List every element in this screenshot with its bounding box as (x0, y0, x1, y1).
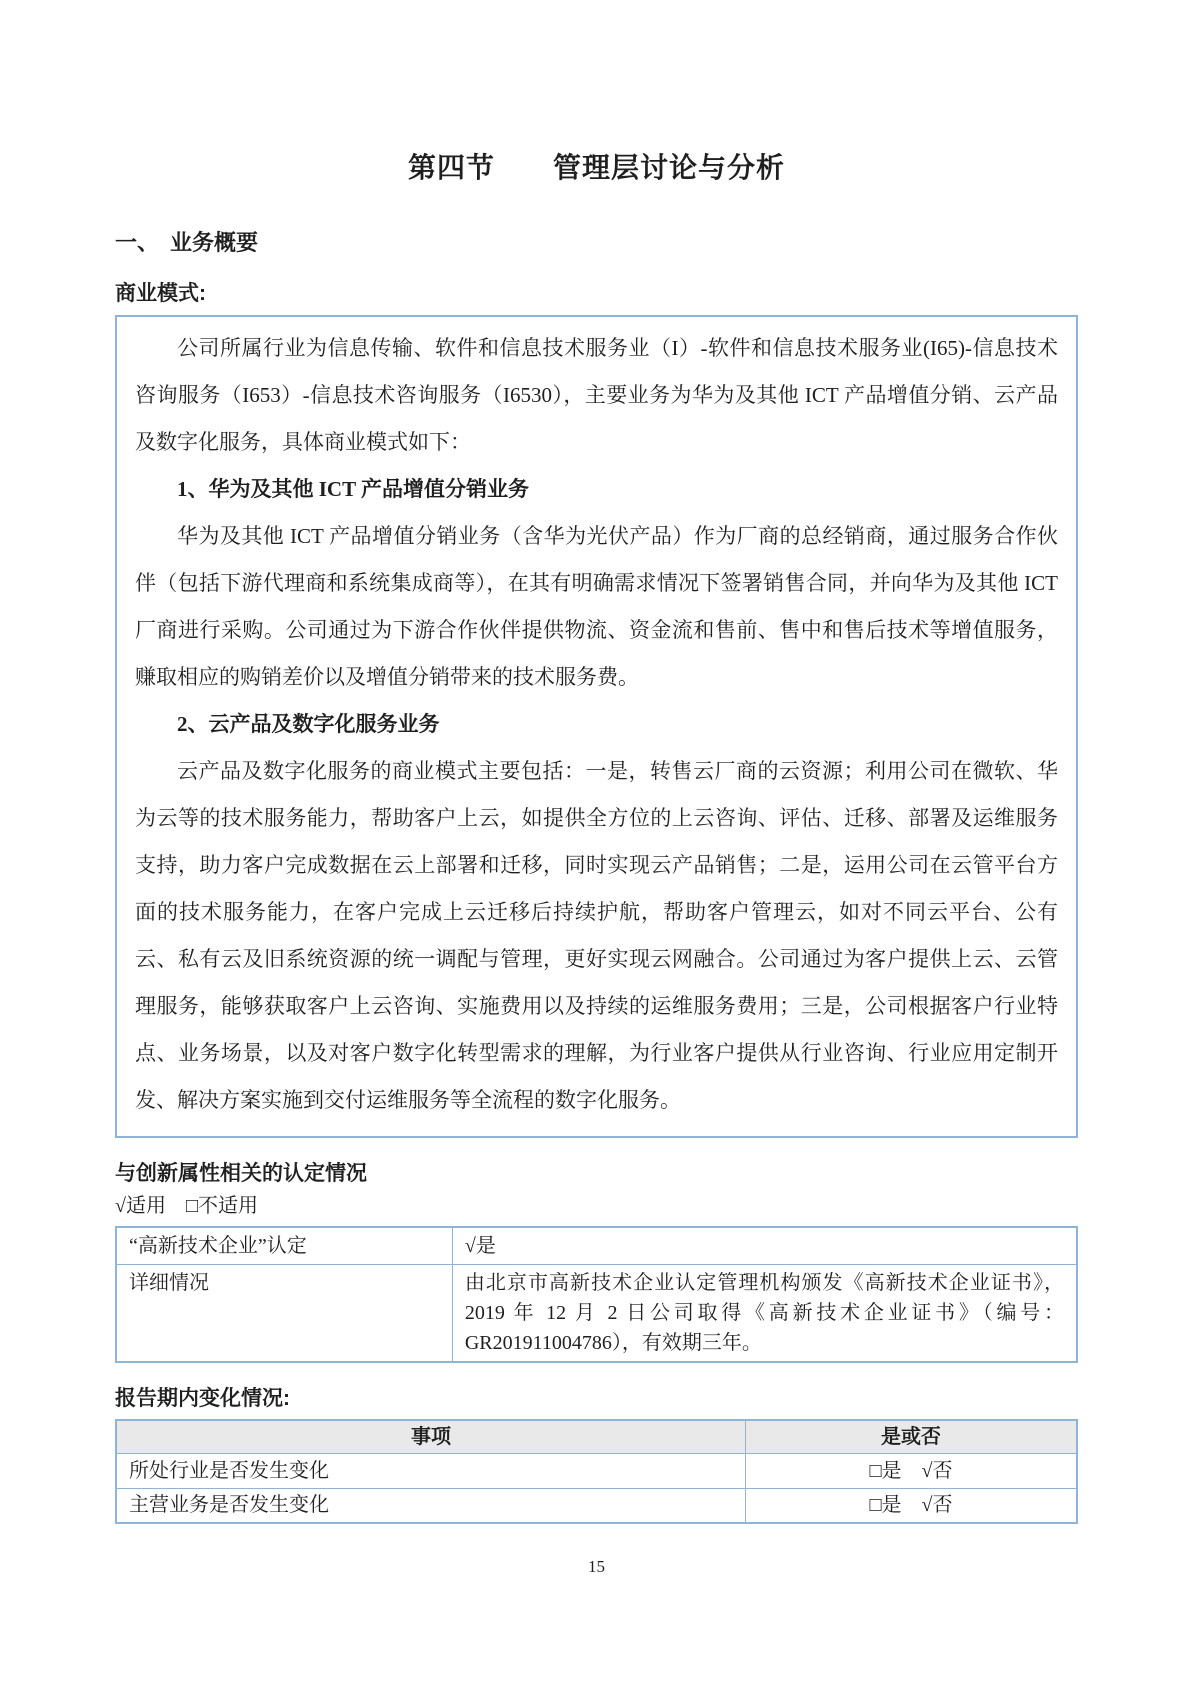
business-model-heading: 商业模式: (115, 282, 206, 305)
cert-row-value: 由北京市高新技术企业认定管理机构颁发《高新技术企业证书》，2019 年 12 月 2 日公司取得《高新技术企业证书》（编号：GR201911004786），有效期三年。 (452, 1265, 1077, 1363)
change-item-cell: 主营业务是否发生变化 (116, 1488, 745, 1523)
column-header-yes-no: 是或否 (745, 1420, 1077, 1453)
report-period-changes-heading: 报告期内变化情况: (115, 1387, 290, 1410)
innovation-attributes-heading: 与创新属性相关的认定情况 (115, 1162, 367, 1185)
table-row (116, 1227, 1077, 1265)
business-model-paragraph: 公司所属行业为信息传输、软件和信息技术服务业（I）-软件和信息技术服务业(I65)-信息技术咨询服务（I653）-信息技术咨询服务（I6530），主要业务为华为及其他 ICT 产品增值分销、云产品及数字化服务，具体商业模式如下： (135, 336, 1058, 454)
business-model-subheading-2: 2、云产品及数字化服务业务 (177, 712, 440, 736)
changes-table (115, 1419, 1078, 1524)
page-content (0, 150, 1200, 1578)
cert-row-value: √是 (452, 1227, 1077, 1265)
column-header-item: 事项 (116, 1420, 745, 1453)
table-row (116, 1488, 1077, 1523)
change-answer-cell: □是 √否 (745, 1488, 1077, 1523)
page-title: 第四节 管理层讨论与分析 (407, 152, 785, 183)
certification-table (115, 1226, 1078, 1363)
table-row (116, 1453, 1077, 1488)
table-row (116, 1265, 1077, 1363)
business-model-subheading-1: 1、华为及其他 ICT 产品增值分销业务 (177, 477, 529, 501)
change-item-cell: 所处行业是否发生变化 (116, 1453, 745, 1488)
change-answer-cell: □是 √否 (745, 1453, 1077, 1488)
business-model-paragraph: 华为及其他 ICT 产品增值分销业务（含华为光伏产品）作为厂商的总经销商，通过服务合作伙伴（包括下游代理商和系统集成商等），在其有明确需求情况下签署销售合同，并向华为及其他 ICT 厂商进行采购。公司通过为下游合作伙伴提供物流、资金流和售前、售中和售后技术等增值服务，赚取相应的购销差价以及增值分销带来的技术服务费。 (135, 524, 1058, 689)
cert-row-label: “高新技术企业”认定 (116, 1227, 452, 1265)
table-header-row (116, 1420, 1077, 1453)
page-number: 15 (588, 1557, 605, 1576)
business-model-box (115, 315, 1078, 1138)
business-model-paragraph: 云产品及数字化服务的商业模式主要包括：一是，转售云厂商的云资源；利用公司在微软、华为云等的技术服务能力，帮助客户上云，如提供全方位的上云咨询、评估、迁移、部署及运维服务支持，助力客户完成数据在云上部署和迁移，同时实现云产品销售；二是，运用公司在云管平台方面的技术服务能力，在客户完成上云迁移后持续护航，帮助客户管理云，如对不同云平台、公有云、私有云及旧系统资源的统一调配与管理，更好实现云网融合。公司通过为客户提供上云、云管理服务，能够获取客户上云咨询、实施费用以及持续的运维服务费用；三是，公司根据客户行业特点、业务场景，以及对客户数字化转型需求的理解，为行业客户提供从行业咨询、行业应用定制开发、解决方案实施到交付运维服务等全流程的数字化服务。 (135, 759, 1058, 1112)
applicability-line: √适用 □不适用 (115, 1195, 259, 1217)
cert-row-label: 详细情况 (116, 1265, 452, 1363)
section-heading-business-overview: 一、 业务概要 (115, 230, 259, 255)
